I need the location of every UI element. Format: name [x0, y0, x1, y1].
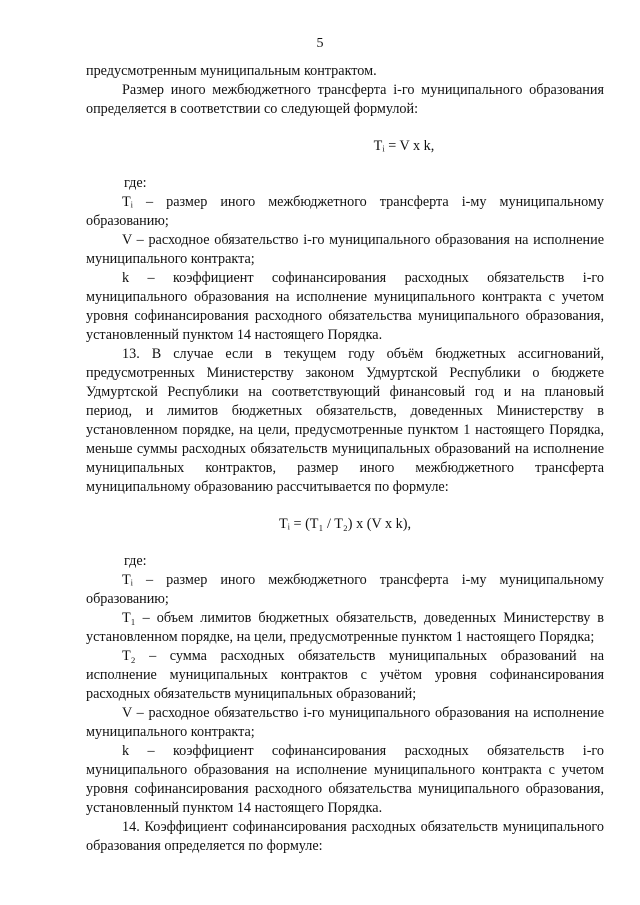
formula: Tᵢ = V x k, — [373, 138, 435, 154]
definition: V – расходное обязательство i-го муниципального образования на исполнение муниципального контракта; — [86, 232, 604, 267]
definition: k – коэффициент софинансирования расходных обязательств i-го муниципального образования на исполнение муниципального контракта с учетом уровня софинансирования расходного обязательства муниципального образования, установленный пунктом 14 настоящего Порядка. — [86, 743, 604, 816]
where-label: где: — [124, 175, 147, 191]
page-number: 5 — [316, 36, 324, 51]
formula: Tᵢ = (T₁ / T₂) x (V x k), — [279, 516, 411, 532]
definition: T₂ – сумма расходных обязательств муниципальных образований на исполнение муниципальных контрактов с учётом уровня софинансирования расходных обязательств муниципальных образований; — [86, 648, 604, 702]
paragraph: 14. Коэффициент софинансирования расходных обязательств муниципального образования определяется по формуле: — [86, 819, 604, 854]
paragraph: Размер иного межбюджетного трансферта i-го муниципального образования определяется в соответствии со следующей формулой: — [86, 82, 604, 117]
definition: V – расходное обязательство i-го муниципального образования на исполнение муниципального контракта; — [86, 705, 604, 740]
document-body — [86, 62, 604, 856]
definition: T₁ – объем лимитов бюджетных обязательств, доведенных Министерству в установленном порядке, на цели, предусмотренные пунктом 1 настоящего Порядка; — [86, 610, 604, 645]
paragraph: 13. В случае если в текущем году объём бюджетных ассигнований, предусмотренных Министерству законом Удмуртской Республики о бюджете Удмуртской Республики на соответствующий финансовый год и на плановый период, и лимитов бюджетных обязательств, доведенных Министерству в установленном порядке, на цели, предусмотренные пунктом 1 настоящего Порядка, меньше суммы расходных обязательств муниципальных образований на исполнение муниципальных контрактов, размер иного межбюджетного трансферта муниципальному образованию рассчитывается по формуле: — [86, 346, 604, 495]
definition: Tᵢ – размер иного межбюджетного трансферта i-му муниципальному образованию; — [86, 194, 604, 229]
paragraph: предусмотренным муниципальным контрактом. — [86, 63, 377, 79]
where-label: где: — [124, 553, 147, 569]
definition: k – коэффициент софинансирования расходных обязательств i-го муниципального образования на исполнение муниципального контракта с учетом уровня софинансирования расходного обязательства муниципального образования, установленный пунктом 14 настоящего Порядка. — [86, 270, 604, 343]
definition: Tᵢ – размер иного межбюджетного трансферта i-му муниципальному образованию; — [86, 572, 604, 607]
